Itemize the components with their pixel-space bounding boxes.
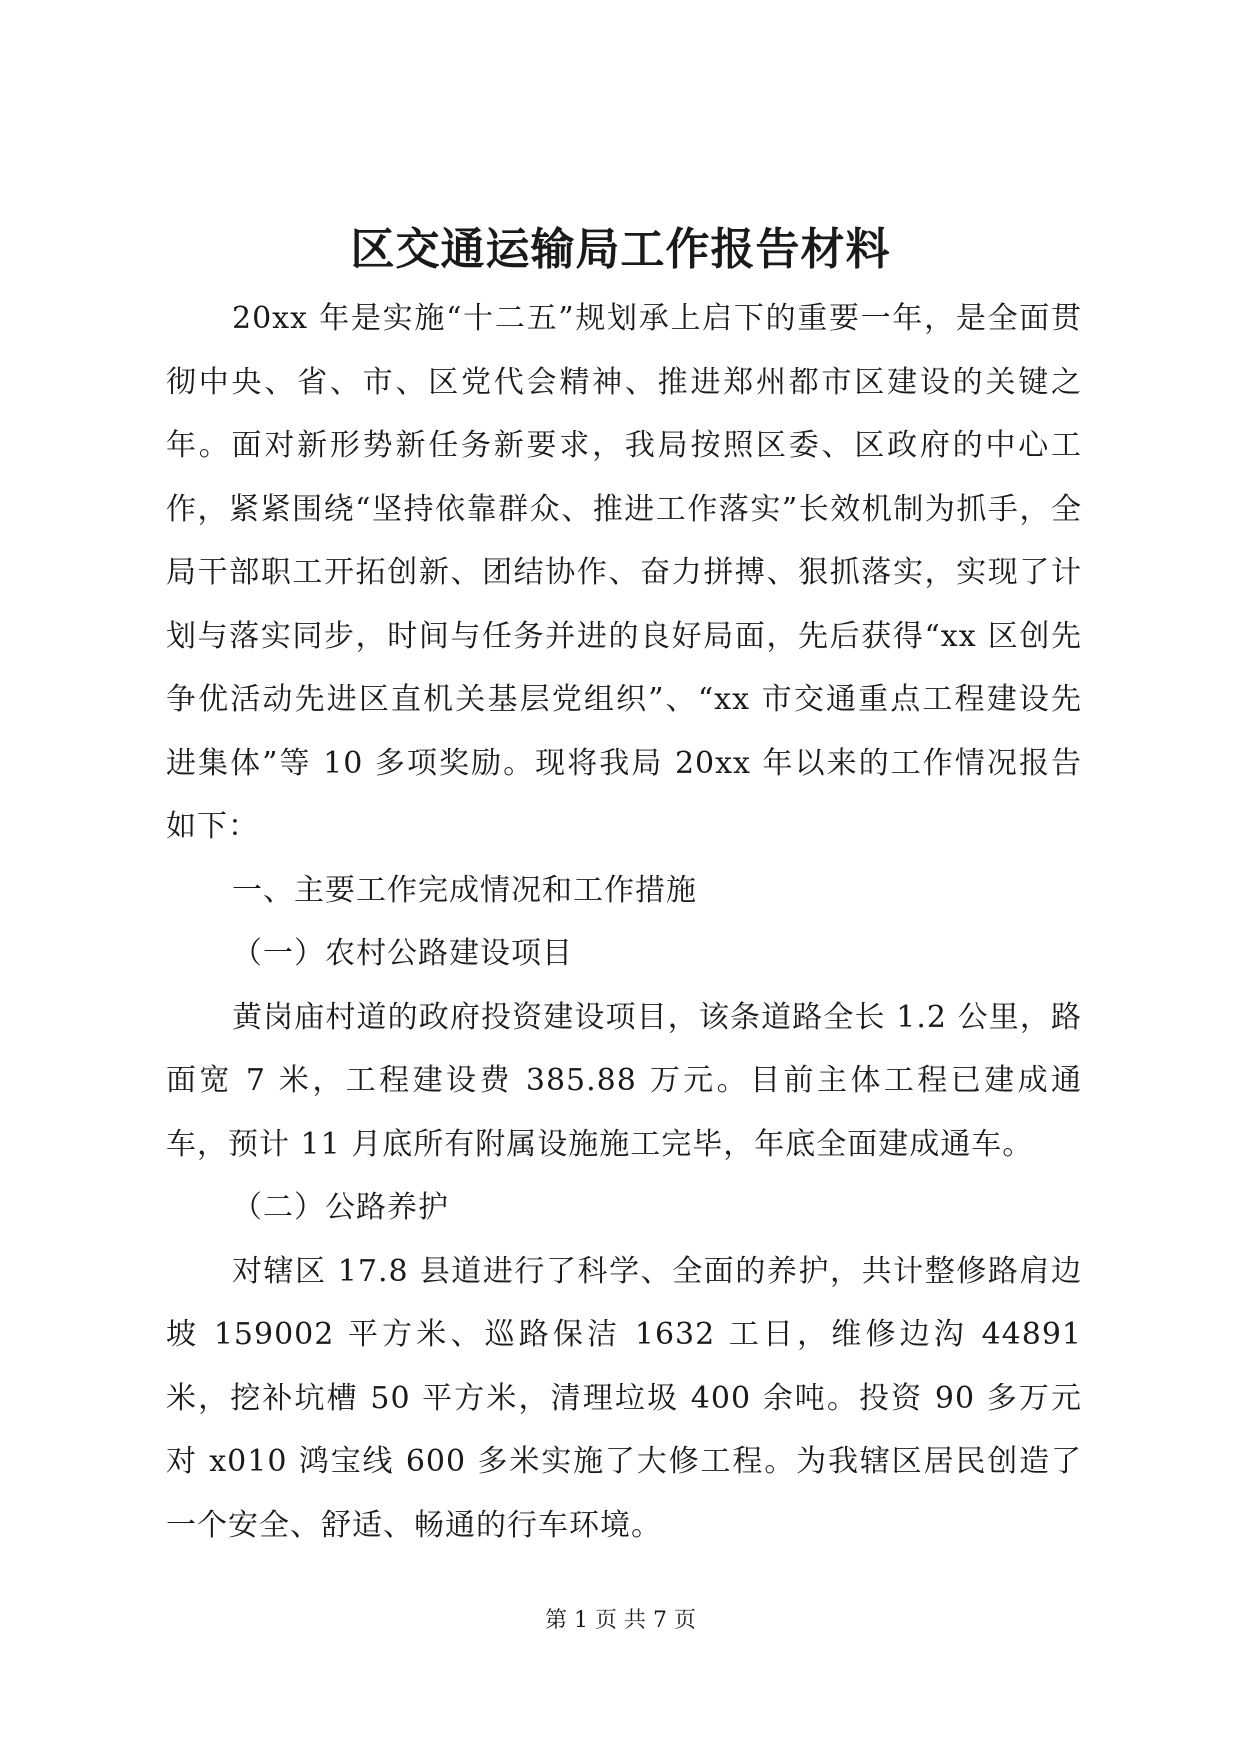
- document-title: 区交通运输局工作报告材料: [350, 224, 891, 275]
- page-number-footer: 第 1 页 共 7 页: [545, 1608, 696, 1633]
- rural-roads-paragraph: 黄岗庙村道的政府投资建设项目，该条道路全长 1.2 公里，路面宽 7 米，工程建设费 385.88 万元。目前主体工程已建成通车，预计 11 月底所有附属设施施工完毕，年底全面建成通车。: [166, 999, 1082, 1162]
- subsection-heading-rural-roads: （一）农村公路建设项目: [232, 936, 573, 971]
- subsection-heading-road-maintenance: （二）公路养护: [232, 1190, 449, 1225]
- intro-paragraph: 20xx 年是实施“十二五”规划承上启下的重要一年，是全面贯彻中央、省、市、区党代会精神、推进郑州都市区建设的关键之年。面对新形势新任务新要求，我局按照区委、区政府的中心工作，紧紧围绕“坚持依靠群众、推进工作落实”长效机制为抓手，全局干部职工开拓创新、团结协作、奋力拼搏、狠抓落实，实现了计划与落实同步，时间与任务并进的良好局面，先后获得“xx 区创先争优活动先进区直机关基层党组织”、“xx 市交通重点工程建设先进集体”等 10 多项奖励。现将我局 20xx 年以来的工作情况报告如下：: [166, 301, 1082, 844]
- document-body: [166, 287, 1082, 1557]
- road-maintenance-paragraph: 对辖区 17.8 县道进行了科学、全面的养护，共计整修路肩边坡 159002 平方米、巡路保洁 1632 工日，维修边沟 44891 米，挖补坑槽 50 平方米，清理垃圾 400 余吨。投资 90 多万元对 x010 鸿宝线 600 多米实施了大修工程。为我辖区居民创造了一个安全、舒适、畅通的行车环境。: [166, 1253, 1082, 1543]
- section-heading-main-work: 一、主要工作完成情况和工作措施: [232, 872, 697, 908]
